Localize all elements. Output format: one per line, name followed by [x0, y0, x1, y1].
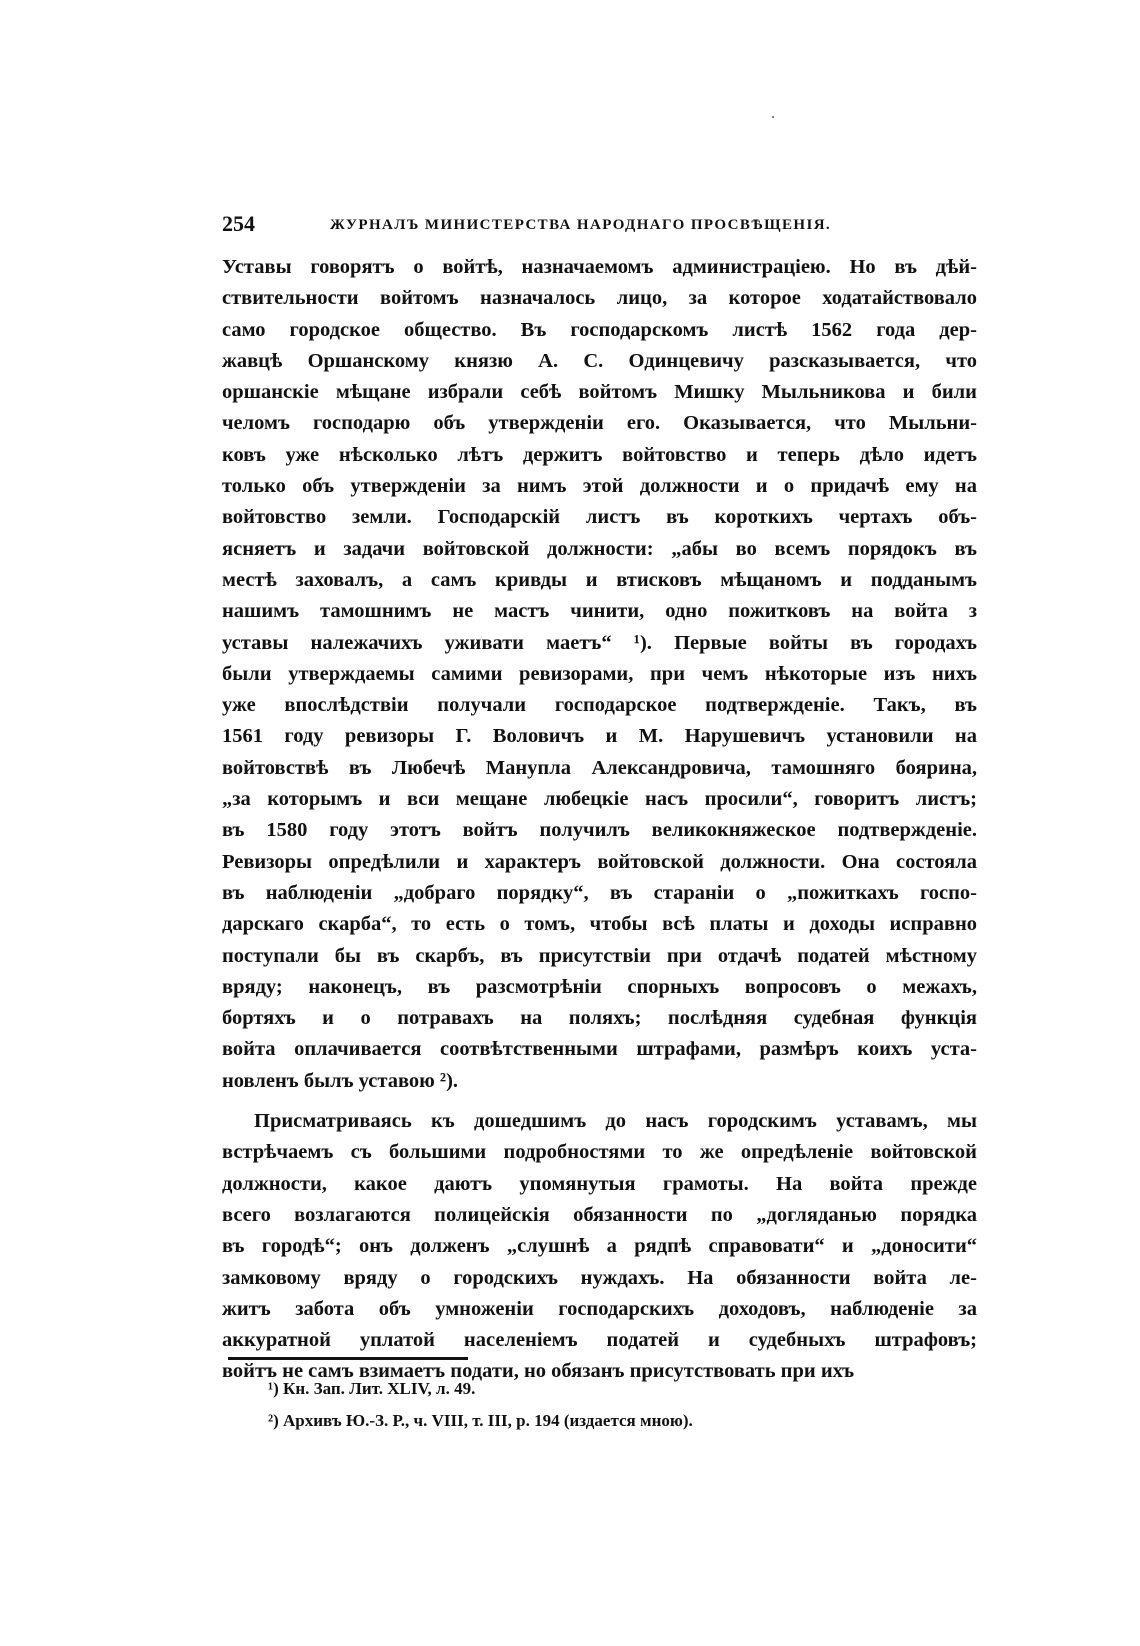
text-line: житъ забота объ умноженіи господарскихъ доходовъ, наблюденіе за: [222, 1297, 977, 1320]
text-line: поступали бы въ скарбъ, въ присутствіи при отдачѣ податей мѣстному: [222, 944, 977, 967]
text-line: местѣ заховалъ, а самъ кривды и втисковъ мѣщаномъ и подданымъ: [222, 568, 977, 591]
text-line: были утверждаемы самими ревизорами, при чемъ нѣкоторые изъ нихъ: [222, 662, 977, 685]
journal-title: ЖУРНАЛЪ МИНИСТЕРСТВА НАРОДНАГО ПРОСВѢЩЕНІЯ.: [330, 217, 832, 233]
text-line: Ревизоры опредѣлили и характеръ войтовской должности. Она состояла: [222, 850, 977, 873]
text-line: дарскаго скарба“, то есть о томъ, чтобы всѣ платы и доходы исправно: [222, 913, 977, 936]
text-line: замковому вряду о городскихъ нуждахъ. На обязанности войта ле-: [222, 1266, 977, 1289]
footnote-text: Кн. Зап. Лит. XLIV, л. 49.: [283, 1379, 476, 1398]
scan-speck: [772, 116, 774, 118]
paragraph: [222, 1106, 977, 1388]
text-line: челомъ господарю объ утвержденіи его. Оказывается, что Мыльни-: [222, 412, 977, 435]
text-line: „за которымъ и вси мещане любецкіе насъ просили“, говоритъ листъ;: [222, 788, 977, 811]
text-line: ствительности войтомъ назначалось лицо, за которое ходатайствовало: [222, 287, 977, 310]
text-line: войтовствѣ въ Любечѣ Манупла Александровича, тамошняго боярина,: [222, 756, 977, 779]
text-line: въ 1580 году этотъ войтъ получилъ великокняжеское подтвержденіе.: [222, 819, 977, 842]
text-line: въ наблюденіи „добраго порядку“, въ стараніи о „пожиткахъ госпо-: [222, 881, 977, 904]
page-number: 254: [222, 211, 255, 236]
body-text: [222, 252, 977, 1388]
text-line: нашимъ тамошнимъ не мастъ чинити, одно пожитковъ на войта з: [222, 600, 977, 623]
text-line: только объ утвержденіи за нимъ этой должности и о придачѣ ему на: [222, 475, 977, 498]
text-line: Уставы говорятъ о войтѣ, назначаемомъ администраціею. Но въ дѣй-: [222, 256, 977, 278]
text-line: Присматриваясь къ дошедшимъ до насъ городскимъ уставамъ, мы: [254, 1110, 977, 1133]
text-line: ковъ уже нѣсколько лѣтъ держитъ войтовство и теперь дѣло идетъ: [222, 443, 977, 466]
text-line: вряду; наконецъ, въ разсмотрѣніи спорныхъ вопросовъ о межахъ,: [222, 975, 977, 998]
footnote-text: Архивъ Ю.-З. Р., ч. VIII, т. III, р. 194 (издается мною).: [283, 1411, 693, 1430]
text-line: уставы належачихъ уживати маетъ“ ¹). Первые войты въ городахъ: [222, 631, 977, 654]
running-head: [222, 210, 977, 240]
text-line: новленъ былъ уставою ²).: [222, 1069, 459, 1092]
text-line: войтъ не самъ взимаетъ подати, но обязанъ присутствовать при ихъ: [222, 1360, 855, 1383]
text-line: въ городѣ“; онъ долженъ „слушнѣ а рядпѣ справовати“ и „доносити“: [222, 1235, 977, 1258]
footnote-rule: [228, 1357, 468, 1360]
text-line: оршанскіе мѣщане избрали себѣ войтомъ Мишку Мыльникова и били: [222, 381, 977, 404]
text-line: войтовство земли. Господарскій листъ въ короткихъ чертахъ объ-: [222, 506, 977, 529]
text-line: ясняетъ и задачи войтовской должности: „абы во всемъ порядокъ въ: [222, 537, 977, 560]
text-line: уже впослѣдствіи получали господарское подтвержденіе. Такъ, въ: [222, 694, 977, 717]
text-line: само городское общество. Въ господарскомъ листѣ 1562 года дер-: [222, 318, 977, 341]
text-line: жавцѣ Оршанскому князю А. С. Одинцевичу разсказывается, что: [222, 349, 977, 372]
footnote-mark: ²): [268, 1411, 279, 1430]
text-line: бортяхъ и о потравахъ на поляхъ; послѣдняя судебная функція: [222, 1007, 977, 1030]
text-line: должности, какое даютъ упомянутыя грамоты. На войта прежде: [222, 1172, 977, 1195]
text-line: войта оплачивается соотвѣтственными штрафами, размѣръ коихъ уста-: [222, 1038, 977, 1061]
footnotes: [268, 1373, 968, 1437]
text-line: встрѣчаемъ съ большими подробностями то же опредѣленіе войтовской: [222, 1141, 977, 1164]
text-line: всего возлагаются полицейскія обязанности по „догляданью порядка: [222, 1203, 977, 1226]
paragraph: [222, 252, 977, 1097]
text-line: 1561 году ревизоры Г. Воловичъ и М. Нарушевичъ установили на: [222, 725, 977, 748]
footnote: [268, 1373, 968, 1405]
text-line: аккуратной уплатой населеніемъ податей и судебныхъ штрафовъ;: [222, 1329, 977, 1352]
footnote: [268, 1405, 968, 1437]
footnote-mark: ¹): [268, 1379, 279, 1398]
